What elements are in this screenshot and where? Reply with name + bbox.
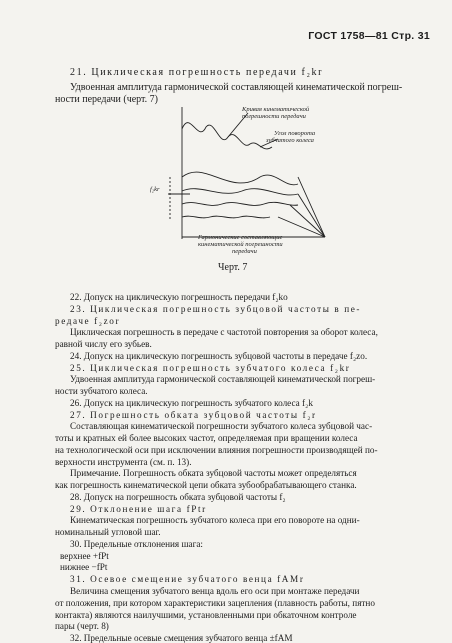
figure-kinematic-error-chart <box>150 99 330 259</box>
section-27-text-1: Составляющая кинематической погрешности зубчатого колеса зубцовой час- <box>70 421 373 432</box>
section-25-heading: 25. Циклическая погрешность зубчатого колеса f₂kr <box>70 362 351 373</box>
section-26: 26. Допуск на циклическую погрешность зубчатого колеса f₂k <box>70 397 313 408</box>
axis-label-f2kr: f₂kr <box>150 186 160 193</box>
section-23-heading-2: редаче f₂zor <box>55 315 121 326</box>
kinematic-error-curve <box>182 123 272 149</box>
section-31-heading: 31. Осевое смещение зубчатого венца fAMr <box>70 574 305 585</box>
section-31-text-3: контакта) являются наилучшими, установленными при обкаточном контроле <box>55 609 357 620</box>
section-21-text-2: ности передачи (черт. 7) <box>55 94 158 105</box>
note-2: как погрешность кинематической цепи обката зубообрабатывающего станка. <box>55 480 357 491</box>
label-rotation-1: Угол поворота <box>274 130 316 137</box>
section-31-text-1: Величина смещения зубчатого венца вдоль его оси при монтаже передачи <box>70 586 360 596</box>
section-27-text-3: на технологической оси при исключении влияния погрешности производящей по- <box>55 444 378 455</box>
section-29-heading: 29. Отклонение шага fPtr <box>70 503 207 514</box>
page-header: ГОСТ 1758—81 Стр. 31 <box>308 30 430 42</box>
label-curve-1: Кривая кинематической <box>242 106 310 113</box>
label-harmonic-2: кинематической погрешности <box>198 241 283 248</box>
section-23-text-2: равной числу его зубьев. <box>55 339 152 349</box>
section-23-text-1: Циклическая погрешность в передаче с частотой повторения за оборот колеса, <box>70 327 378 338</box>
section-29-text-1: Кинематическая погрешность зубчатого колеса при его повороте на одни- <box>70 515 360 526</box>
section-30: 30. Предельные отклонения шага: <box>70 538 203 549</box>
section-27-heading: 27. Погрешность обката зубцовой частоты f₂r <box>70 409 317 420</box>
note-1: Примечание. Погрешность обката зубцовой частоты может определяться <box>70 468 357 479</box>
section-22: 22. Допуск на циклическую погрешность передачи f₂ko <box>70 292 288 302</box>
section-27-text-2: тоты и кратных ей более высоких частот, определяемая при вращении колеса <box>55 433 358 444</box>
section-24: 24. Допуск на циклическую погрешность зубцовой частоты в передаче f₂zo. <box>70 350 368 361</box>
section-25-text-2: ности зубчатого колеса. <box>55 386 148 397</box>
harmonic-curve-1 <box>182 172 298 185</box>
section-31-text-4: пары (черт. 8) <box>55 621 109 632</box>
label-rotation-2: зубчатого колеса <box>266 137 314 144</box>
section-23-heading-1: 23. Циклическая погрешность зубцовой частоты в пе- <box>70 303 362 314</box>
section-28: 28. Допуск на погрешность обката зубцовой частоты f₂ <box>70 491 286 502</box>
harmonic-curve-4 <box>182 216 270 218</box>
section-27-text-4: верхности инструмента (см. п. 13). <box>55 456 192 467</box>
harmonic-curve-2 <box>182 189 298 195</box>
section-30-lower: нижнее −fPt <box>60 562 108 573</box>
section-21-heading: 21. Циклическая погрешность передачи f₂kr <box>70 67 324 78</box>
section-29-text-2: номинальный угловой шаг. <box>55 527 161 538</box>
section-21-text-1: Удвоенная амплитуда гармонической составляющей кинематической погреш- <box>70 82 403 93</box>
section-31-text-2: от положения, при котором характеристики зацепления (плавность работы, пятно <box>55 597 375 608</box>
section-32: 32. Предельные осевые смещения зубчатого венца ±fAM <box>70 633 293 643</box>
harmonic-curve-3 <box>182 202 298 205</box>
label-curve-2: погрешности передачи <box>242 113 306 120</box>
section-25-text-1: Удвоенная амплитуда гармонической составляющей кинематической погреш- <box>70 374 376 385</box>
label-harmonic-1: Гармонические составляющие <box>198 234 283 241</box>
figure-caption: Черт. 7 <box>218 262 248 273</box>
label-harmonic-3: передачи <box>232 248 257 255</box>
section-30-upper: верхнее +fPt <box>60 550 109 561</box>
